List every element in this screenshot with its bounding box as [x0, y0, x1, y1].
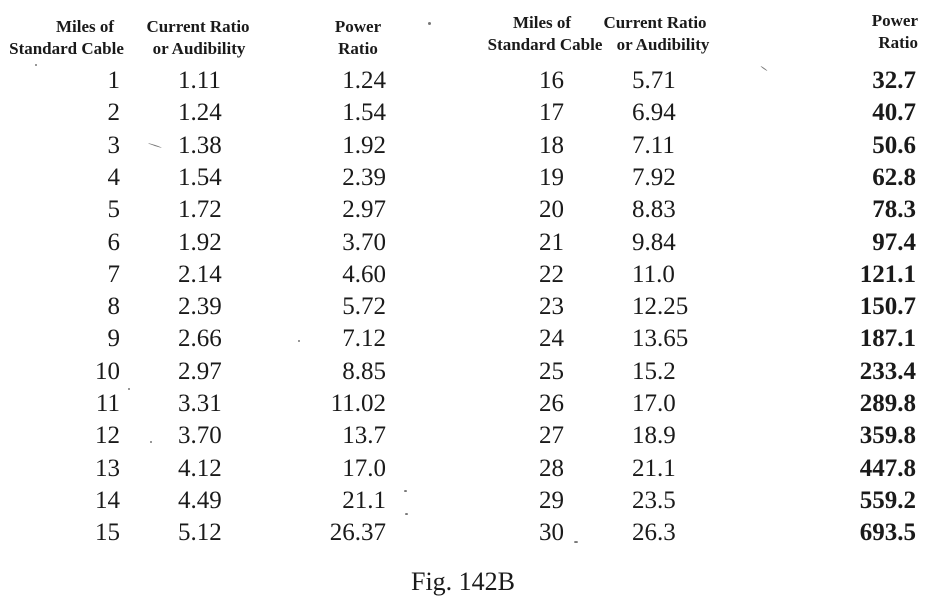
right-miles-cell: 28 — [539, 455, 564, 482]
left-miles-cell: 10 — [95, 358, 120, 385]
right-miles-cell: 30 — [539, 519, 564, 546]
right-miles-cell: 20 — [539, 196, 564, 223]
right-miles-cell: 21 — [539, 229, 564, 256]
left-miles-cell: 15 — [95, 519, 120, 546]
left-miles-cell: 13 — [95, 455, 120, 482]
right-miles-header-line1: Miles of — [512, 13, 572, 32]
right-power-cell: 359.8 — [859, 422, 916, 449]
left-miles-cell: 4 — [107, 164, 120, 191]
left-current-cell: 1.54 — [178, 164, 222, 191]
right-miles-header — [497, 12, 587, 34]
right-miles-cell: 17 — [539, 99, 564, 126]
left-miles-cell: 14 — [95, 487, 120, 514]
right-power-cell: 78.3 — [872, 196, 916, 223]
right-current-cell: 5.71 — [632, 67, 676, 94]
right-power-cell: 32.7 — [872, 67, 916, 94]
left-miles-header-line1: Miles of — [55, 17, 115, 36]
left-current-header-line1: Current Ratio — [146, 17, 250, 36]
right-miles-cell: 27 — [539, 422, 564, 449]
left-power-cell: 8.85 — [342, 358, 386, 385]
left-current-cell: 2.39 — [178, 293, 222, 320]
right-miles-cell: 24 — [539, 325, 564, 352]
left-miles-header-line2: Standard Cable — [9, 39, 124, 58]
right-power-cell: 50.6 — [872, 132, 916, 159]
left-current-cell: 2.97 — [178, 358, 222, 385]
right-miles-cell: 29 — [539, 487, 564, 514]
left-current-cell: 2.14 — [178, 261, 222, 288]
left-power-cell: 21.1 — [342, 487, 386, 514]
left-current-cell: 1.72 — [178, 196, 222, 223]
figure-caption: Fig. 142B — [410, 567, 516, 596]
right-power-header-line1: Power — [871, 11, 918, 30]
scan-speck — [405, 513, 408, 515]
right-current-cell: 15.2 — [632, 358, 676, 385]
scan-speck — [35, 64, 37, 66]
left-miles-cell: 9 — [107, 325, 120, 352]
left-power-header — [320, 16, 396, 60]
left-miles-cell: 8 — [107, 293, 120, 320]
left-current-cell: 4.49 — [178, 487, 222, 514]
right-miles-cell: 23 — [539, 293, 564, 320]
right-current-cell: 7.92 — [632, 164, 676, 191]
right-current-header-line2-wrap — [598, 34, 728, 56]
left-miles-cell: 6 — [107, 229, 120, 256]
left-power-cell: 1.54 — [342, 99, 386, 126]
left-miles-cell: 3 — [107, 132, 120, 159]
right-power-cell: 559.2 — [859, 487, 916, 514]
left-power-cell: 17.0 — [342, 455, 386, 482]
left-power-header-line2: Ratio — [338, 39, 378, 58]
left-power-cell: 4.60 — [342, 261, 386, 288]
left-current-cell: 3.70 — [178, 422, 222, 449]
left-current-cell: 1.38 — [178, 132, 222, 159]
right-power-cell: 447.8 — [859, 455, 916, 482]
left-current-cell: 5.12 — [178, 519, 222, 546]
left-miles-cell: 11 — [95, 390, 120, 417]
right-current-cell: 23.5 — [632, 487, 676, 514]
right-power-cell: 187.1 — [859, 325, 916, 352]
left-power-cell: 1.24 — [342, 67, 386, 94]
right-power-cell: 40.7 — [872, 99, 916, 126]
right-current-header — [585, 12, 725, 34]
scan-speck — [128, 388, 130, 390]
left-miles-cell: 2 — [107, 99, 120, 126]
right-current-cell: 9.84 — [632, 229, 676, 256]
right-power-cell: 62.8 — [872, 164, 916, 191]
right-miles-header-line2: Standard Cable — [487, 35, 603, 54]
scan-speck — [428, 22, 431, 25]
left-current-cell: 2.66 — [178, 325, 222, 352]
right-power-cell: 121.1 — [859, 261, 916, 288]
left-miles-cell: 1 — [107, 67, 120, 94]
left-current-header-line2-wrap — [134, 38, 264, 60]
scan-speck — [574, 541, 578, 543]
right-current-cell: 17.0 — [632, 390, 676, 417]
left-current-cell: 1.24 — [178, 99, 222, 126]
left-current-cell: 1.11 — [178, 67, 221, 94]
right-current-cell: 11.0 — [632, 261, 675, 288]
left-power-cell: 7.12 — [342, 325, 386, 352]
scan-speck — [148, 143, 162, 148]
right-current-cell: 7.11 — [632, 132, 675, 159]
right-current-cell: 12.25 — [632, 293, 689, 320]
right-miles-cell: 16 — [539, 67, 564, 94]
right-current-cell: 26.3 — [632, 519, 676, 546]
right-power-cell: 97.4 — [872, 229, 916, 256]
left-power-cell: 26.37 — [329, 519, 386, 546]
scan-speck — [760, 66, 767, 71]
right-current-cell: 18.9 — [632, 422, 676, 449]
right-power-cell: 150.7 — [859, 293, 916, 320]
right-power-header — [840, 10, 918, 54]
right-power-header-line2: Ratio — [878, 33, 918, 52]
right-current-cell: 21.1 — [632, 455, 676, 482]
left-power-cell: 2.97 — [342, 196, 386, 223]
right-power-cell: 289.8 — [859, 390, 916, 417]
left-power-cell: 2.39 — [342, 164, 386, 191]
right-miles-cell: 18 — [539, 132, 564, 159]
left-power-cell: 13.7 — [342, 422, 386, 449]
right-miles-cell: 26 — [539, 390, 564, 417]
left-power-cell: 5.72 — [342, 293, 386, 320]
right-miles-cell: 19 — [539, 164, 564, 191]
scan-speck — [404, 490, 407, 492]
left-current-cell: 1.92 — [178, 229, 222, 256]
right-miles-cell: 22 — [539, 261, 564, 288]
scan-speck — [298, 340, 300, 342]
right-current-cell: 8.83 — [632, 196, 676, 223]
right-miles-cell: 25 — [539, 358, 564, 385]
left-current-header-line2: or Audibility — [152, 39, 246, 58]
left-miles-cell: 5 — [107, 196, 120, 223]
scan-speck — [150, 441, 152, 443]
left-miles-cell: 7 — [107, 261, 120, 288]
right-miles-header-line2-wrap — [480, 34, 610, 56]
left-miles-header-line2-wrap — [4, 38, 129, 60]
right-current-header-line1: Current Ratio — [603, 13, 707, 32]
right-current-cell: 6.94 — [632, 99, 676, 126]
left-power-cell: 1.92 — [342, 132, 386, 159]
left-power-cell: 11.02 — [330, 390, 386, 417]
left-current-header — [128, 16, 268, 38]
right-power-cell: 233.4 — [859, 358, 916, 385]
left-miles-header — [40, 16, 130, 38]
left-current-cell: 3.31 — [178, 390, 222, 417]
left-power-header-line1: Power — [334, 17, 382, 36]
right-current-header-line2: or Audibility — [616, 35, 710, 54]
right-current-cell: 13.65 — [632, 325, 689, 352]
left-power-cell: 3.70 — [342, 229, 386, 256]
left-current-cell: 4.12 — [178, 455, 222, 482]
left-miles-cell: 12 — [95, 422, 120, 449]
right-power-cell: 693.5 — [859, 519, 916, 546]
